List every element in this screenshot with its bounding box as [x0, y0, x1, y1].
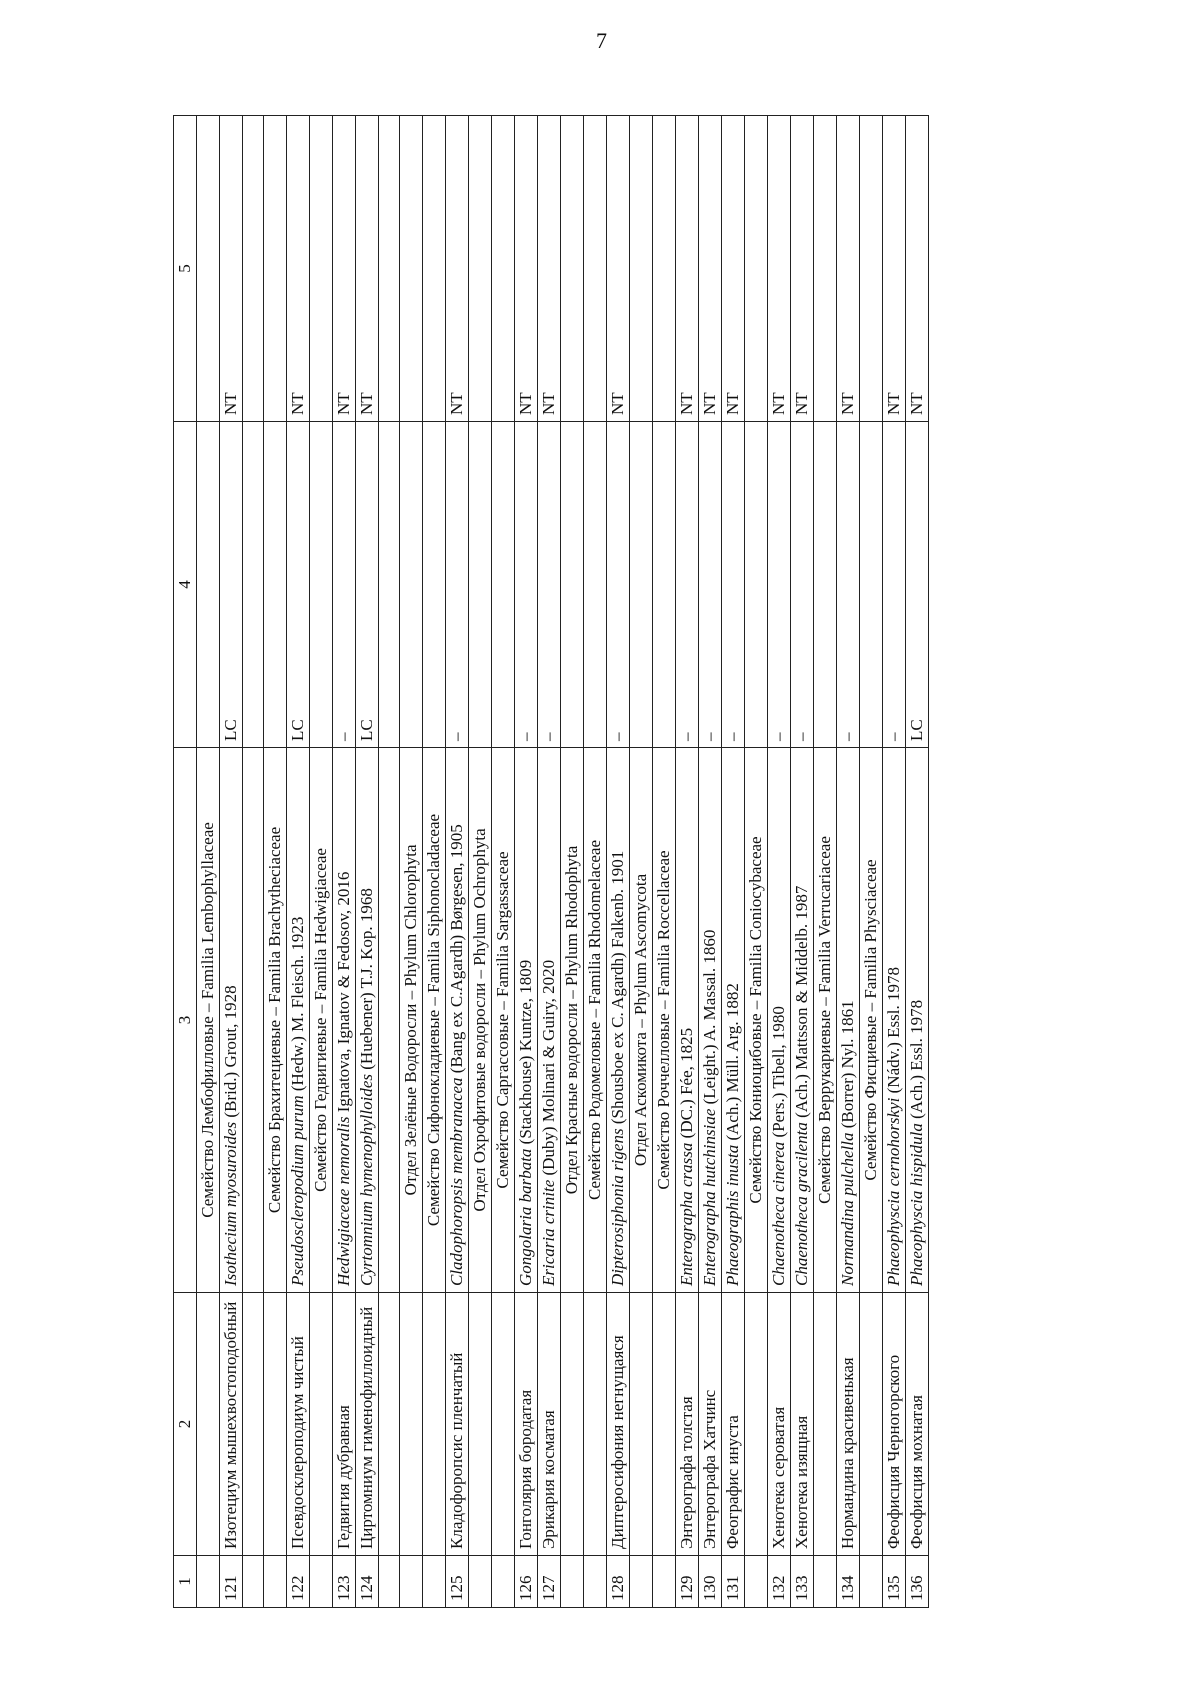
empty-cell	[745, 116, 768, 422]
empty-cell	[630, 1293, 653, 1556]
family-title: Семейство Лембофилловые – Familia Lembophyllaceae	[197, 748, 220, 1293]
empty-cell	[310, 116, 333, 422]
table-body	[197, 116, 929, 1608]
family-row	[745, 116, 768, 1608]
row-number: 131	[722, 1556, 745, 1608]
family-row	[561, 116, 584, 1608]
latin-name: Isothecium myosuroides	[221, 1121, 240, 1286]
family-row	[814, 116, 837, 1608]
empty-cell	[492, 116, 515, 422]
empty-cell	[630, 422, 653, 748]
russian-name: Энтерографа Хатчинс	[699, 1293, 722, 1556]
empty-cell	[400, 1293, 423, 1556]
russian-name: Эрикария косматая	[538, 1293, 561, 1556]
empty-cell	[243, 1556, 264, 1608]
family-row	[860, 116, 883, 1608]
latin-name: Cladophoropsis membranacea	[447, 1077, 466, 1286]
species-row	[722, 116, 745, 1608]
empty-cell	[264, 1556, 287, 1608]
empty-cell	[745, 422, 768, 748]
latin-name: Enterographa hutchinsiae	[700, 1108, 719, 1286]
row-number: 129	[676, 1556, 699, 1608]
row-number: 122	[287, 1556, 310, 1608]
rotated-table-wrapper	[173, 116, 1128, 1608]
author-citation: (Brid.) Grout, 1928	[221, 985, 240, 1122]
latin-name: Dipterosiphonia rigens	[608, 1128, 627, 1286]
latin-name-cell	[607, 748, 630, 1293]
author-citation: (Ach.) Mattsson & Middelb. 1987	[792, 885, 811, 1123]
empty-cell	[814, 422, 837, 748]
family-row	[653, 116, 676, 1608]
status-col-5: NT	[722, 116, 745, 422]
row-number: 125	[446, 1556, 469, 1608]
latin-name-cell	[446, 748, 469, 1293]
family-title: Семейство Сифонокладиевые – Familia Siphonocladaceae	[423, 748, 446, 1293]
latin-name: Chaenotheca cinerea	[769, 1141, 788, 1286]
latin-name: Chaenotheca gracilenta	[792, 1122, 811, 1286]
status-col-5: NT	[699, 116, 722, 422]
row-number: 134	[837, 1556, 860, 1608]
latin-name: Phaeophyscia cernohorskyi	[884, 1097, 903, 1286]
status-col-4: –	[446, 422, 469, 748]
empty-cell	[860, 422, 883, 748]
author-citation: (Pers.) Tibell, 1980	[769, 1006, 788, 1142]
family-row	[310, 116, 333, 1608]
empty-cell	[469, 116, 492, 422]
latin-name: Pseudoscleropodium purum	[288, 1095, 307, 1286]
empty-cell	[310, 1556, 333, 1608]
species-row	[333, 116, 356, 1608]
empty-cell	[561, 1556, 584, 1608]
empty-cell	[197, 1556, 220, 1608]
empty-cell	[469, 1293, 492, 1556]
status-col-4: –	[791, 422, 814, 748]
author-citation: (Hedw.) M. Fleisch. 1923	[288, 916, 307, 1096]
russian-name: Нормандина красивенькая	[837, 1293, 860, 1556]
row-number: 124	[356, 1556, 379, 1608]
latin-name-cell	[538, 748, 561, 1293]
species-row	[446, 116, 469, 1608]
latin-name: Gongolaria barbata	[516, 1148, 535, 1286]
status-col-4: –	[676, 422, 699, 748]
author-citation: (Borrer) Nyl. 1861	[838, 1000, 857, 1133]
russian-name: Феографис инуста	[722, 1293, 745, 1556]
empty-cell	[197, 1293, 220, 1556]
empty-cell	[469, 1556, 492, 1608]
empty-cell	[400, 1556, 423, 1608]
latin-name-cell	[676, 748, 699, 1293]
family-row	[264, 116, 287, 1608]
empty-cell	[584, 422, 607, 748]
russian-name: Феофисция мохнатая	[906, 1293, 929, 1556]
page-number: 7	[596, 28, 607, 53]
empty-cell	[197, 422, 220, 748]
header-col-3: 3	[174, 748, 197, 1293]
family-row	[469, 116, 492, 1608]
russian-name: Кладофоропсис пленчатый	[446, 1293, 469, 1556]
empty-cell	[814, 116, 837, 422]
empty-cell	[561, 116, 584, 422]
latin-name-cell	[837, 748, 860, 1293]
empty-cell	[243, 1293, 264, 1556]
status-col-5: NT	[768, 116, 791, 422]
russian-name: Циртомниум гименофиллоидный	[356, 1293, 379, 1556]
status-col-4: –	[333, 422, 356, 748]
author-citation: Ignatova, Ignatov & Fedosov, 2016	[334, 871, 353, 1117]
family-row	[423, 116, 446, 1608]
status-col-5: NT	[676, 116, 699, 422]
row-number: 133	[791, 1556, 814, 1608]
family-title: Семейство Гедвигиевые – Familia Hedwigiaceae	[310, 748, 333, 1293]
empty-cell	[379, 116, 400, 422]
family-title: Семейство Кониоцибовые – Familia Coniocybaceae	[745, 748, 768, 1293]
latin-name: Phaeographis inusta	[723, 1144, 742, 1286]
status-col-5: NT	[446, 116, 469, 422]
author-citation: (Duby) Molinari & Guiry, 2020	[539, 959, 558, 1180]
empty-cell	[745, 1556, 768, 1608]
latin-name-cell	[722, 748, 745, 1293]
author-citation: (Stackhouse) Kuntze, 1809	[516, 959, 535, 1149]
empty-cell	[197, 116, 220, 422]
empty-cell	[400, 422, 423, 748]
empty-cell	[653, 1556, 676, 1608]
author-citation: (Huebener) T.J. Kop. 1968	[357, 888, 376, 1074]
status-col-5: NT	[791, 116, 814, 422]
empty-cell	[492, 422, 515, 748]
species-row	[676, 116, 699, 1608]
empty-cell	[584, 1293, 607, 1556]
latin-name-cell	[356, 748, 379, 1293]
species-row	[883, 116, 906, 1608]
russian-name: Псевдосклероподиум чистый	[287, 1293, 310, 1556]
status-col-5: NT	[515, 116, 538, 422]
empty-cell	[423, 422, 446, 748]
row-number: 127	[538, 1556, 561, 1608]
family-title: Семейство Фисциевые – Familia Physciaceae	[860, 748, 883, 1293]
family-row	[584, 116, 607, 1608]
empty-cell	[310, 422, 333, 748]
family-title: Семейство Брахитециевые – Familia Brachytheciaceae	[264, 748, 287, 1293]
spacer-row	[243, 116, 264, 1608]
status-col-5: NT	[837, 116, 860, 422]
status-col-4: LC	[356, 422, 379, 748]
family-title: Семейство Родомеловые – Familia Rhodomelaceae	[584, 748, 607, 1293]
empty-cell	[264, 116, 287, 422]
empty-cell	[561, 1293, 584, 1556]
family-title: Отдел Охрофитовые водоросли – Phylum Ochrophyta	[469, 748, 492, 1293]
status-col-5: NT	[287, 116, 310, 422]
species-row	[287, 116, 310, 1608]
row-number: 135	[883, 1556, 906, 1608]
empty-cell	[492, 1556, 515, 1608]
status-col-4: LC	[287, 422, 310, 748]
latin-name-cell	[220, 748, 243, 1293]
row-number: 128	[607, 1556, 630, 1608]
russian-name: Энтерографа толстая	[676, 1293, 699, 1556]
empty-cell	[243, 116, 264, 422]
empty-cell	[860, 116, 883, 422]
header-row	[174, 116, 197, 1608]
latin-name: Enterographa crassa	[677, 1142, 696, 1286]
row-number: 121	[220, 1556, 243, 1608]
species-row	[356, 116, 379, 1608]
author-citation: (Bang ex C.Agardh) Børgesen, 1905	[447, 824, 466, 1078]
empty-cell	[653, 116, 676, 422]
latin-name: Hedwigiaceae nemoralis	[334, 1116, 353, 1286]
status-col-5: NT	[356, 116, 379, 422]
family-title: Семейство Веррукариевые – Familia Verrucariaceae	[814, 748, 837, 1293]
status-col-5: NT	[883, 116, 906, 422]
row-number: 126	[515, 1556, 538, 1608]
russian-name: Феофисция Черногорского	[883, 1293, 906, 1556]
author-citation: (Nádv.) Essl. 1978	[884, 966, 903, 1098]
author-citation: (DC.) Fée, 1825	[677, 1027, 696, 1143]
empty-cell	[860, 1556, 883, 1608]
empty-cell	[745, 1293, 768, 1556]
header-col-2: 2	[174, 1293, 197, 1556]
species-row	[837, 116, 860, 1608]
empty-cell	[860, 1293, 883, 1556]
status-col-4: –	[722, 422, 745, 748]
status-col-4: LC	[906, 422, 929, 748]
latin-name-cell	[287, 748, 310, 1293]
family-title: Отдел Зелёные Водоросли – Phylum Chlorophyta	[400, 748, 423, 1293]
status-col-4: LC	[220, 422, 243, 748]
empty-cell	[630, 1556, 653, 1608]
species-row	[220, 116, 243, 1608]
empty-cell	[243, 422, 264, 748]
empty-cell	[243, 748, 264, 1293]
species-row	[607, 116, 630, 1608]
family-row	[630, 116, 653, 1608]
status-col-4: –	[538, 422, 561, 748]
status-col-5: NT	[220, 116, 243, 422]
header-col-5: 5	[174, 116, 197, 422]
empty-cell	[584, 1556, 607, 1608]
russian-name: Хенотека сероватая	[768, 1293, 791, 1556]
family-row	[492, 116, 515, 1608]
empty-cell	[423, 116, 446, 422]
species-row	[791, 116, 814, 1608]
species-row	[906, 116, 929, 1608]
status-col-5: NT	[333, 116, 356, 422]
empty-cell	[264, 422, 287, 748]
empty-cell	[423, 1556, 446, 1608]
empty-cell	[423, 1293, 446, 1556]
latin-name-cell	[515, 748, 538, 1293]
status-col-4: –	[699, 422, 722, 748]
status-col-5: NT	[538, 116, 561, 422]
status-col-4: –	[837, 422, 860, 748]
latin-name: Normandina pulchella	[838, 1132, 857, 1286]
russian-name: Изотециум мышехвостоподобный	[220, 1293, 243, 1556]
header-col-4: 4	[174, 422, 197, 748]
row-number: 123	[333, 1556, 356, 1608]
family-title: Отдел Аскомикота – Phylum Ascomycota	[630, 748, 653, 1293]
family-row	[197, 116, 220, 1608]
russian-name: Хенотека изящная	[791, 1293, 814, 1556]
status-col-5: NT	[607, 116, 630, 422]
author-citation: (Ach.) Müll. Arg. 1882	[723, 983, 742, 1145]
author-citation: (Leight.) A. Massal. 1860	[700, 929, 719, 1109]
empty-cell	[264, 1293, 287, 1556]
status-col-4: –	[607, 422, 630, 748]
status-col-4: –	[768, 422, 791, 748]
species-table	[173, 115, 929, 1608]
family-row	[400, 116, 423, 1608]
header-col-1: 1	[174, 1556, 197, 1608]
latin-name-cell	[768, 748, 791, 1293]
latin-name-cell	[791, 748, 814, 1293]
empty-cell	[310, 1293, 333, 1556]
family-title: Семейство Роччелловые – Familia Roccellaceae	[653, 748, 676, 1293]
status-col-4: –	[515, 422, 538, 748]
latin-name-cell	[699, 748, 722, 1293]
spacer-row	[379, 116, 400, 1608]
russian-name: Гедвигия дубравная	[333, 1293, 356, 1556]
row-number: 132	[768, 1556, 791, 1608]
status-col-4: –	[883, 422, 906, 748]
empty-cell	[561, 422, 584, 748]
empty-cell	[584, 116, 607, 422]
empty-cell	[492, 1293, 515, 1556]
status-col-5: NT	[906, 116, 929, 422]
row-number: 130	[699, 1556, 722, 1608]
russian-name: Диптеросифония негнущаяся	[607, 1293, 630, 1556]
latin-name: Cyrtomnium hymenophylloides	[357, 1074, 376, 1286]
empty-cell	[400, 116, 423, 422]
latin-name: Phaeophyscia hispidula	[907, 1123, 926, 1286]
species-row	[538, 116, 561, 1608]
author-citation: (Shousboe ex C. Agardh) Falkenb. 1901	[608, 850, 627, 1129]
family-title: Семейство Саргассовые – Familia Sargassaceae	[492, 748, 515, 1293]
empty-cell	[653, 422, 676, 748]
latin-name: Ericaria crinite	[539, 1179, 558, 1286]
species-row	[699, 116, 722, 1608]
empty-cell	[469, 422, 492, 748]
empty-cell	[379, 1293, 400, 1556]
empty-cell	[379, 422, 400, 748]
latin-name-cell	[333, 748, 356, 1293]
latin-name-cell	[883, 748, 906, 1293]
empty-cell	[630, 116, 653, 422]
row-number: 136	[906, 1556, 929, 1608]
latin-name-cell	[906, 748, 929, 1293]
empty-cell	[379, 1556, 400, 1608]
russian-name: Гонголярия бородатая	[515, 1293, 538, 1556]
author-citation: (Ach.) Essl. 1978	[907, 999, 926, 1124]
species-row	[515, 116, 538, 1608]
empty-cell	[814, 1293, 837, 1556]
family-title: Отдел Красные водоросли – Phylum Rhodophyta	[561, 748, 584, 1293]
empty-cell	[814, 1556, 837, 1608]
species-row	[768, 116, 791, 1608]
empty-cell	[653, 1293, 676, 1556]
empty-cell	[379, 748, 400, 1293]
